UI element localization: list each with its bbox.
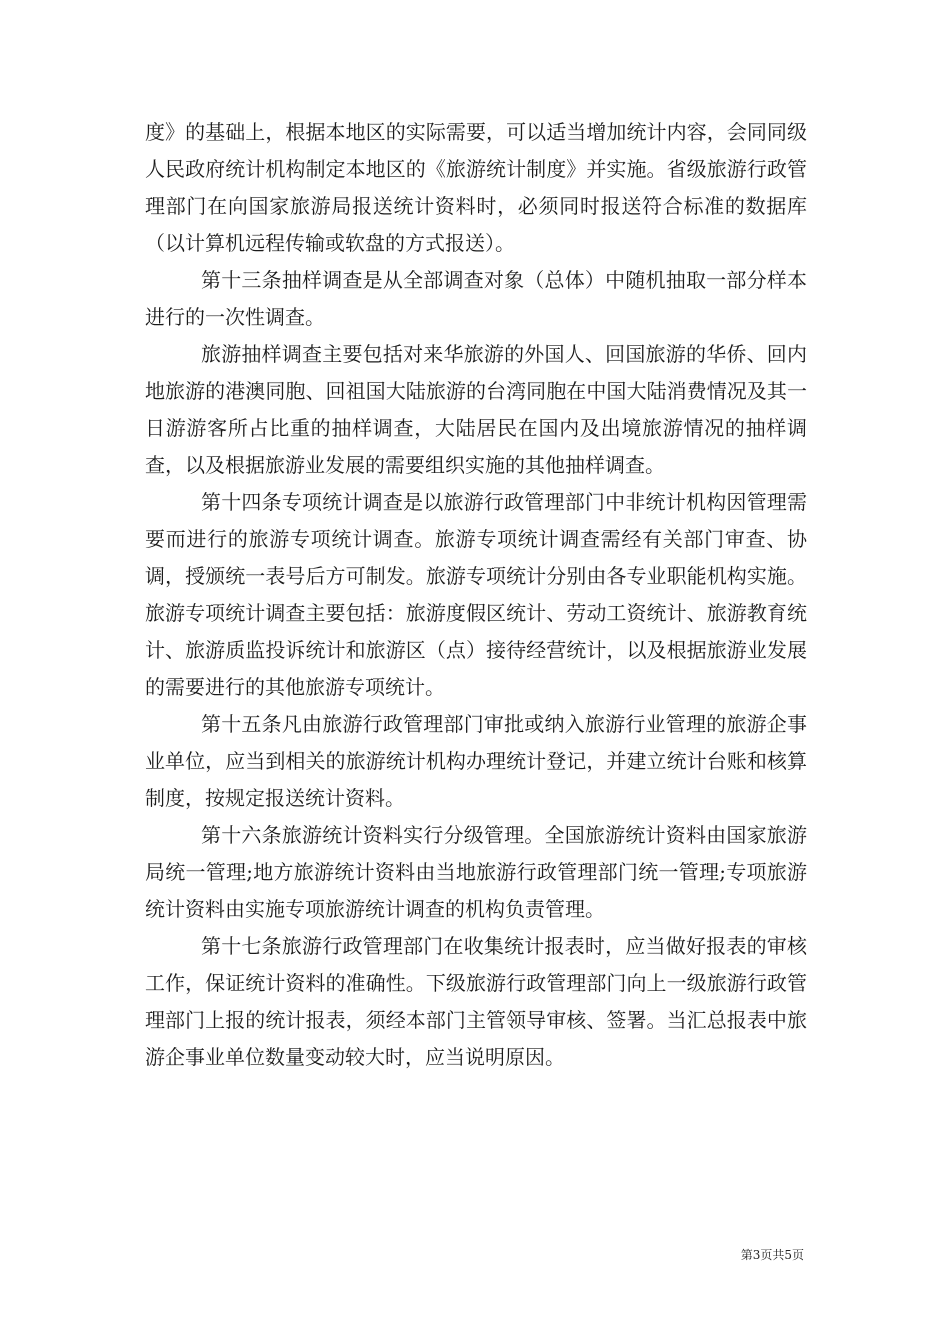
document-body (145, 114, 807, 1076)
paragraph-article-14: 第十四条专项统计调查是以旅游行政管理部门中非统计机构因管理需要而进行的旅游专项统计调查。旅游专项统计调查需经有关部门审查、协调，授颁统一表号后方可制发。旅游专项统计分别由各专业职能机构实施。旅游专项统计调查主要包括：旅游度假区统计、劳动工资统计、旅游教育统计、旅游质监投诉统计和旅游区（点）接待经营统计，以及根据旅游业发展的需要进行的其他旅游专项统计。 (145, 490, 807, 699)
paragraph-article-16: 第十六条旅游统计资料实行分级管理。全国旅游统计资料由国家旅游局统一管理;地方旅游统计资料由当地旅游行政管理部门统一管理;专项旅游统计资料由实施专项旅游统计调查的机构负责管理。 (145, 823, 807, 921)
paragraph-continuation: 度》的基础上，根据本地区的实际需要，可以适当增加统计内容，会同同级人民政府统计机构制定本地区的《旅游统计制度》并实施。省级旅游行政管理部门在向国家旅游局报送统计资料时，必须同时报送符合标准的数据库（以计算机远程传输或软盘的方式报送）。 (145, 120, 807, 255)
paragraph-article-13: 第十三条抽样调查是从全部调查对象（总体）中随机抽取一部分样本进行的一次性调查。 (145, 268, 807, 329)
paragraph-article-17: 第十七条旅游行政管理部门在收集统计报表时，应当做好报表的审核工作，保证统计资料的准确性。下级旅游行政管理部门向上一级旅游行政管理部门上报的统计报表，须经本部门主管领导审核、签署。当汇总报表中旅游企事业单位数量变动较大时，应当说明原因。 (145, 934, 807, 1069)
paragraph-sampling-survey: 旅游抽样调查主要包括对来华旅游的外国人、回国旅游的华侨、回内地旅游的港澳同胞、回祖国大陆旅游的台湾同胞在中国大陆消费情况及其一日游游客所占比重的抽样调查，大陆居民在国内及出境旅游情况的抽样调查，以及根据旅游业发展的需要组织实施的其他抽样调查。 (145, 342, 807, 477)
paragraph-article-15: 第十五条凡由旅游行政管理部门审批或纳入旅游行业管理的旅游企事业单位，应当到相关的旅游统计机构办理统计登记，并建立统计台账和核算制度，按规定报送统计资料。 (145, 712, 807, 810)
page-number-footer: 第3页共5页 (740, 1248, 804, 1262)
